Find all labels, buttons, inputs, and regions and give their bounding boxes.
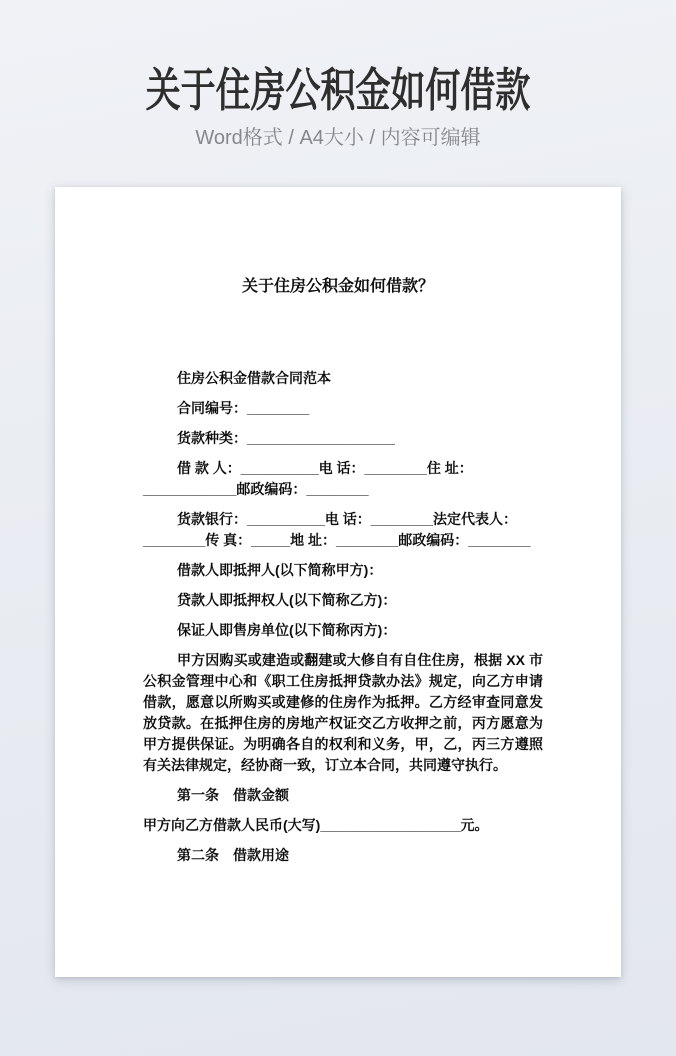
document-title: 关于住房公积金如何借款？ [241,278,434,295]
heading-article-2: 第二条 借款用途 [177,847,289,863]
paragraph-preamble: 甲方因购买或建造或翻建或大修自有自住住房，根据 XX 市公积金管理中心和《职工住房抵押贷款办法》规定，向乙方申请借款，愿意以所购买或建修的住房作为抵押。乙方经审查同意发放贷款。在抵押住房的房地产权证交乙方收押之前，丙方愿意为甲方提供保证。为明确各自的权利和义务，甲，乙，丙三方遵照有关法律规定，经协商一致，订立本合同，共同遵守执行。 [143,652,543,773]
document-body [143,368,551,866]
field-loan-type: 货款种类：___________________ [177,430,395,446]
line-mortgagor: 借款人即抵押人(以下简称甲方)： [177,562,383,578]
field-contract-number: 合同编号：________ [177,400,310,416]
line-loan-amount: 甲方向乙方借款人民币(大写)__________________元。 [143,817,489,833]
page-subtitle: Word格式 / A4大小 / 内容可编辑 [195,127,481,149]
line-guarantor: 保证人即售房单位(以下简称丙方)： [177,622,397,638]
heading-article-1: 第一条 借款金额 [177,787,289,803]
field-borrower: 借 款 人：__________电 话：________住 址： [177,460,473,476]
page-title: 关于住房公积金如何借款 [145,64,531,116]
field-borrower-cont: ____________邮政编码：________ [143,481,369,497]
document-page [55,187,621,977]
field-lender-bank: 货款银行：__________电 话：________法定代表人： [177,511,518,527]
banner [0,0,676,150]
field-lender-bank-cont: ________传 真：_____地 址：________邮政编码：________ [143,532,531,548]
doc-subheading: 住房公积金借款合同范本 [177,370,331,386]
line-mortgagee: 贷款人即抵押权人(以下简称乙方)： [177,592,397,608]
